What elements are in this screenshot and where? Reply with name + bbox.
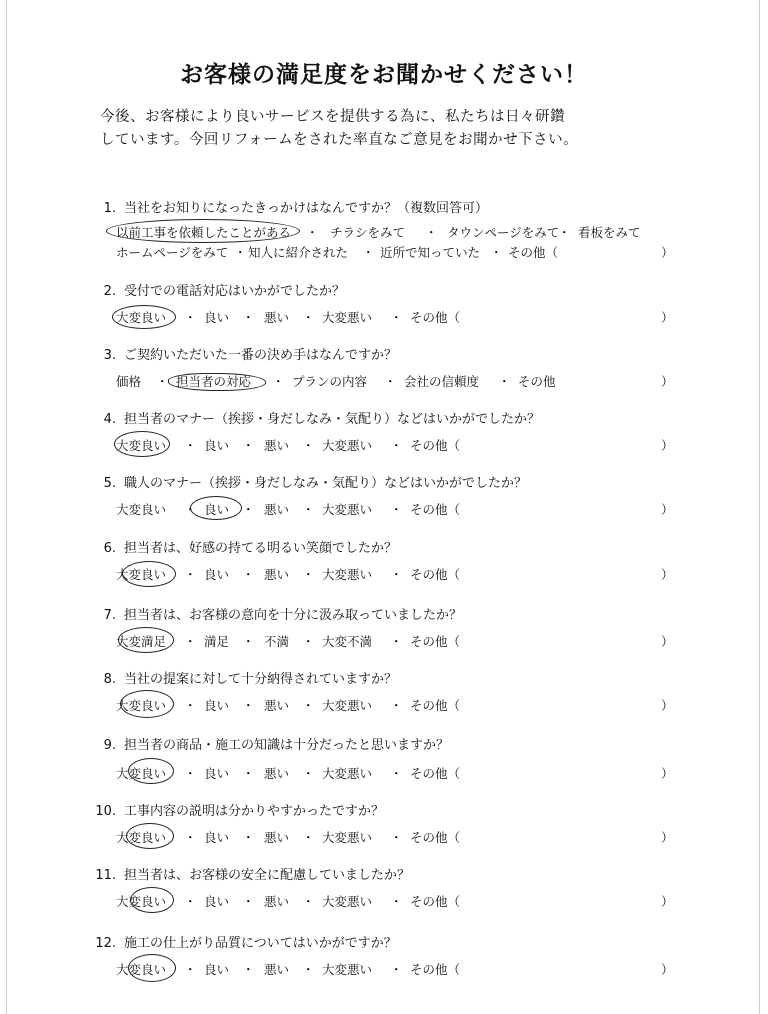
close-paren: ） <box>661 567 674 582</box>
separator: ・ <box>425 225 438 240</box>
separator: ・ <box>390 567 403 582</box>
separator: ・ <box>184 766 197 781</box>
question-number: 7. <box>103 608 116 623</box>
option-staff-response[interactable]: 担当者の対応 <box>176 374 252 389</box>
option-very-good[interactable]: 大変良い <box>116 567 167 582</box>
option-very-satisfied[interactable]: 大変満足 <box>116 634 167 649</box>
option-very-dissatisfied[interactable]: 大変不満 <box>322 634 373 649</box>
option-other[interactable]: その他（ <box>410 634 461 649</box>
options-row <box>0 308 768 328</box>
close-paren: ） <box>661 698 674 713</box>
question-text <box>78 604 462 623</box>
options-row <box>0 372 768 392</box>
option-other[interactable]: その他（ <box>410 698 461 713</box>
option-neighborhood[interactable]: 近所で知っていた <box>380 245 481 260</box>
separator: ・ <box>242 310 255 325</box>
option-very-good[interactable]: 大変良い <box>116 830 167 845</box>
question-text <box>78 197 488 216</box>
separator: ・ <box>498 374 511 389</box>
separator: ・ <box>390 698 403 713</box>
option-townpage[interactable]: タウンページをみて <box>447 225 560 240</box>
close-paren: ） <box>661 502 674 517</box>
options-row <box>0 828 768 848</box>
separator: ・ <box>184 894 197 909</box>
separator: ・ <box>302 502 315 517</box>
close-paren: ） <box>661 438 674 453</box>
option-very-bad[interactable]: 大変悪い <box>322 310 373 325</box>
options-row <box>0 892 768 912</box>
intro-line-2: しています。今回リフォームをされた率直なご意見をお聞かせ下さい。 <box>100 132 579 148</box>
separator: ・ <box>302 310 315 325</box>
question-label: 職人のマナー（挨拶・身だしなみ・気配り）などはいかがでしたか？ <box>124 476 528 491</box>
option-very-bad[interactable]: 大変悪い <box>322 502 373 517</box>
question-text <box>78 344 397 363</box>
option-other[interactable]: その他（ <box>410 438 461 453</box>
separator: ・ <box>242 766 255 781</box>
question-7 <box>0 604 768 654</box>
separator: ・ <box>184 567 197 582</box>
separator: ・ <box>302 766 315 781</box>
options-row <box>0 436 768 456</box>
option-other[interactable]: その他（ <box>410 502 461 517</box>
separator: ・ <box>302 634 315 649</box>
separator: ・ <box>390 894 403 909</box>
separator: ・ <box>302 438 315 453</box>
option-other[interactable]: その他 <box>518 374 556 389</box>
question-number: 6. <box>103 541 116 556</box>
option-very-bad[interactable]: 大変悪い <box>322 894 373 909</box>
question-1 <box>0 197 768 260</box>
options-row <box>0 565 768 585</box>
separator: ・ <box>184 830 197 845</box>
option-bad[interactable]: 悪い <box>264 567 290 582</box>
question-label: 当社をお知りになったきっかけはなんですか？（複数回答可） <box>124 201 489 216</box>
separator: ・ <box>362 245 375 260</box>
question-2 <box>0 280 768 330</box>
question-label: 当社の提案に対して十分納得されていますか？ <box>124 672 398 687</box>
separator: ・ <box>242 698 255 713</box>
separator: ・ <box>184 438 197 453</box>
question-text <box>78 800 384 819</box>
separator: ・ <box>558 225 571 240</box>
separator: ・ <box>302 698 315 713</box>
option-very-good[interactable]: 大変良い <box>116 962 167 977</box>
separator: ・ <box>390 830 403 845</box>
option-good[interactable]: 良い <box>204 962 230 977</box>
question-number: 3. <box>103 348 116 363</box>
question-4 <box>0 408 768 458</box>
separator: ・ <box>184 310 197 325</box>
separator: ・ <box>302 567 315 582</box>
option-homepage[interactable]: ホームページをみて <box>116 245 229 260</box>
option-good[interactable]: 良い <box>204 766 230 781</box>
option-very-good[interactable]: 大変良い <box>116 766 167 781</box>
option-other[interactable]: その他（ <box>410 310 461 325</box>
question-text <box>78 537 397 556</box>
close-paren: ） <box>661 894 674 909</box>
question-number: 4. <box>103 412 116 427</box>
question-label: 施工の仕上がり品質についてはいかがですか？ <box>124 936 397 951</box>
option-good[interactable]: 良い <box>204 894 230 909</box>
option-other[interactable]: その他（ <box>410 766 461 781</box>
close-paren: ） <box>661 310 674 325</box>
question-11 <box>0 864 768 914</box>
question-text <box>78 408 540 427</box>
separator: ・ <box>390 502 403 517</box>
option-bad[interactable]: 悪い <box>264 766 290 781</box>
option-trust[interactable]: 会社の信頼度 <box>404 374 480 389</box>
separator: ・ <box>242 830 255 845</box>
option-satisfied[interactable]: 満足 <box>204 634 230 649</box>
options-row-1 <box>0 223 768 243</box>
option-very-good[interactable]: 大変良い <box>116 894 167 909</box>
question-9 <box>0 734 768 784</box>
option-very-bad[interactable]: 大変悪い <box>322 962 373 977</box>
question-3 <box>0 344 768 394</box>
option-good[interactable]: 良い <box>204 438 230 453</box>
question-10 <box>0 800 768 850</box>
option-good[interactable]: 良い <box>204 567 230 582</box>
page-title: お客様の満足度をお聞かせください！ <box>180 62 588 88</box>
question-number: 2. <box>103 284 116 299</box>
separator: ・ <box>234 245 247 260</box>
question-text <box>78 932 397 951</box>
option-referral[interactable]: 知人に紹介された <box>248 245 349 260</box>
close-paren: ） <box>661 374 674 389</box>
option-good[interactable]: 良い <box>204 502 230 517</box>
separator: ・ <box>302 894 315 909</box>
option-previous-work[interactable]: 以前工事を依頼したことがある <box>116 225 292 240</box>
options-row <box>0 764 768 784</box>
option-plan[interactable]: プランの内容 <box>292 374 368 389</box>
separator: ・ <box>184 962 197 977</box>
options-row <box>0 696 768 716</box>
question-number: 10. <box>95 804 116 819</box>
question-label: 担当者は、お客様の意向を十分に汲み取っていましたか？ <box>124 608 463 623</box>
question-12 <box>0 932 768 982</box>
separator: ・ <box>156 374 169 389</box>
question-text <box>78 280 345 299</box>
option-other[interactable]: その他（ <box>410 962 461 977</box>
option-very-bad[interactable]: 大変悪い <box>322 567 373 582</box>
question-label: 担当者は、お客様の安全に配慮していましたか？ <box>124 868 411 883</box>
separator: ・ <box>390 962 403 977</box>
options-row <box>0 632 768 652</box>
separator: ・ <box>390 634 403 649</box>
options-row <box>0 500 768 520</box>
option-very-bad[interactable]: 大変悪い <box>322 766 373 781</box>
question-number: 12. <box>95 936 116 951</box>
option-very-good[interactable]: 大変良い <box>116 438 167 453</box>
option-good[interactable]: 良い <box>204 698 230 713</box>
option-very-bad[interactable]: 大変悪い <box>322 698 373 713</box>
options-row <box>0 960 768 980</box>
question-number: 11. <box>95 868 116 883</box>
option-other[interactable]: その他（ <box>410 894 461 909</box>
question-text <box>78 668 397 687</box>
option-very-good[interactable]: 大変良い <box>116 502 167 517</box>
option-bad[interactable]: 悪い <box>264 502 290 517</box>
separator: ・ <box>242 962 255 977</box>
separator: ・ <box>242 502 255 517</box>
question-label: 受付での電話対応はいかがでしたか？ <box>124 284 346 299</box>
separator: ・ <box>302 962 315 977</box>
separator: ・ <box>242 567 255 582</box>
option-other[interactable]: その他（ <box>410 830 461 845</box>
option-bad[interactable]: 悪い <box>264 830 290 845</box>
question-label: 担当者は、好感の持てる明るい笑顔でしたか？ <box>124 541 398 556</box>
option-price[interactable]: 価格 <box>116 374 142 389</box>
question-5 <box>0 472 768 522</box>
option-very-bad[interactable]: 大変悪い <box>322 830 373 845</box>
option-bad[interactable]: 悪い <box>264 438 290 453</box>
option-bad[interactable]: 悪い <box>264 698 290 713</box>
separator: ・ <box>390 310 403 325</box>
question-text <box>78 472 527 491</box>
option-good[interactable]: 良い <box>204 310 230 325</box>
question-number: 5. <box>103 476 116 491</box>
question-label: 担当者の商品・施工の知識は十分だったと思いますか？ <box>124 738 450 753</box>
option-bad[interactable]: 悪い <box>264 310 290 325</box>
option-other[interactable]: その他（ <box>410 567 461 582</box>
question-8 <box>0 668 768 718</box>
option-bad[interactable]: 悪い <box>264 962 290 977</box>
separator: ・ <box>390 766 403 781</box>
option-good[interactable]: 良い <box>204 830 230 845</box>
close-paren: ） <box>661 634 674 649</box>
separator: ・ <box>242 894 255 909</box>
question-label: 工事内容の説明は分かりやすかったですか？ <box>124 804 385 819</box>
option-bad[interactable]: 悪い <box>264 894 290 909</box>
option-dissatisfied[interactable]: 不満 <box>264 634 290 649</box>
options-row-2 <box>0 243 768 263</box>
separator: ・ <box>490 245 503 260</box>
question-text <box>78 734 449 753</box>
separator: ・ <box>306 225 319 240</box>
option-other[interactable]: その他（ <box>508 245 559 260</box>
intro-text <box>100 106 700 152</box>
separator: ・ <box>184 698 197 713</box>
option-very-bad[interactable]: 大変悪い <box>322 438 373 453</box>
close-paren: ） <box>661 830 674 845</box>
question-number: 1. <box>103 201 116 216</box>
question-label: 担当者のマナー（挨拶・身だしなみ・気配り）などはいかがでしたか？ <box>124 412 541 427</box>
option-very-good[interactable]: 大変良い <box>116 698 167 713</box>
question-text <box>78 864 410 883</box>
separator: ・ <box>242 634 255 649</box>
close-paren: ） <box>661 766 674 781</box>
separator: ・ <box>184 502 197 517</box>
close-paren: ） <box>661 962 674 977</box>
question-6 <box>0 537 768 587</box>
option-very-good[interactable]: 大変良い <box>116 310 167 325</box>
question-number: 9. <box>103 738 116 753</box>
separator: ・ <box>302 830 315 845</box>
option-signboard[interactable]: 看板をみて <box>578 225 641 240</box>
option-flyer[interactable]: チラシをみて <box>330 225 406 240</box>
separator: ・ <box>184 634 197 649</box>
question-number: 8. <box>103 672 116 687</box>
intro-line-1: 今後、お客様により良いサービスを提供する為に、私たちは日々研鑽 <box>100 109 565 125</box>
close-paren: ） <box>661 245 674 260</box>
separator: ・ <box>390 438 403 453</box>
separator: ・ <box>242 438 255 453</box>
separator: ・ <box>384 374 397 389</box>
separator: ・ <box>272 374 285 389</box>
question-label: ご契約いただいた一番の決め手はなんですか？ <box>124 348 398 363</box>
